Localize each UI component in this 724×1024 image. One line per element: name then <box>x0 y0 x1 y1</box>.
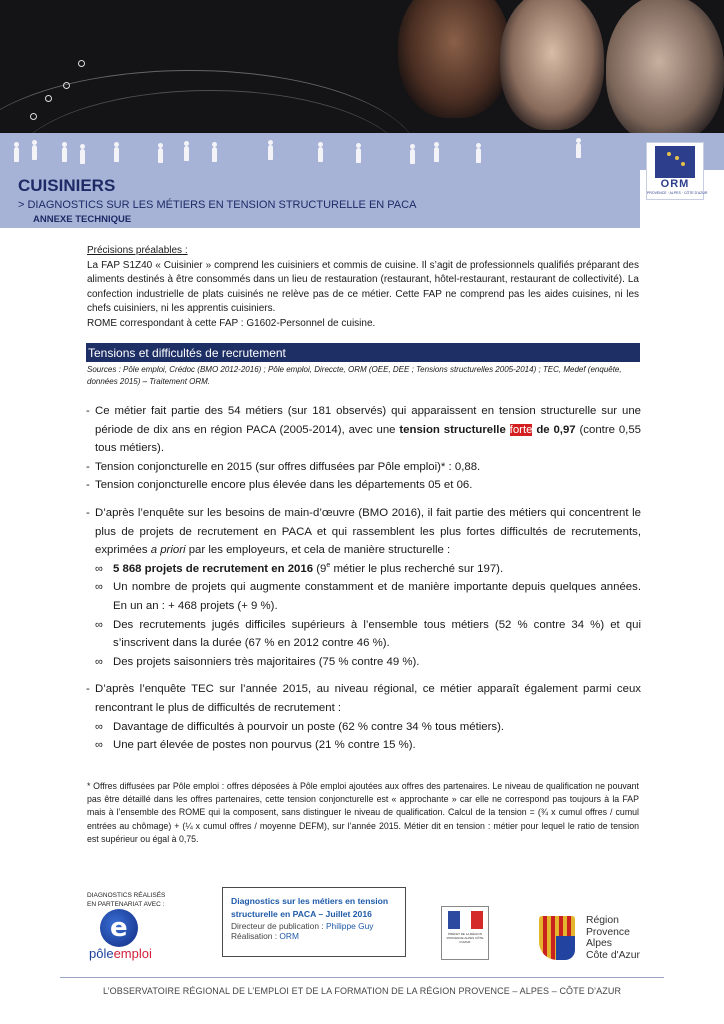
sub-list-item: ∞ Des recrutements jugés difficiles supérieurs à l’ensemble tous métiers (52 % contre 34 %) et qui s’inscrivent dans la durée (67 % en 2012 contre 46 %). <box>86 616 641 653</box>
sub-list-item: ∞ Un nombre de projets qui augmente constamment et de manière importante depuis quelques années. En un an : + 468 projets (+ 9 %). <box>86 578 641 615</box>
page-subtitle: > DIAGNOSTICS SUR LES MÉTIERS EN TENSION STRUCTURELLE EN PACA <box>18 199 417 211</box>
sub-list-item: ∞ Davantage de difficultés à pourvoir un poste (62 % contre 34 % tous métiers). <box>86 718 641 737</box>
region-coat-of-arms-icon <box>556 936 575 960</box>
person-silhouette-icon <box>356 148 361 163</box>
list-item: - Tension conjoncturelle encore plus élevée dans les départements 05 et 06. <box>86 476 641 495</box>
header-band <box>0 133 724 170</box>
sparkle-icon <box>78 60 85 67</box>
publication-title: Diagnostics sur les métiers en tension structurelle en PACA – Juillet 2016 <box>231 896 389 919</box>
person-silhouette-icon <box>212 147 217 162</box>
annex-label: ANNEXE TECHNIQUE <box>33 214 132 225</box>
person-silhouette-icon <box>318 147 323 162</box>
person-silhouette-icon <box>14 147 19 162</box>
sparkle-icon <box>45 95 52 102</box>
sparkle-icon <box>30 113 37 120</box>
publication-director: Directeur de publication : Philippe Guy <box>231 921 374 931</box>
highlight-badge: forte <box>509 423 533 436</box>
list-item: - D’après l’enquête TEC sur l’année 2015, au niveau régional, ce métier apparaît également parmi ceux rencontrant le plus de difficultés de recrutement : <box>86 680 641 717</box>
rome-line: ROME correspondant à cette FAP : G1602-Personnel de cuisine. <box>87 317 376 329</box>
person-silhouette-icon <box>576 143 581 158</box>
pole-emploi-logo-text: pôleemploi <box>89 946 152 961</box>
footnote: * Offres diffusées par Pôle emploi : offres déposées à Pôle emploi ajoutées aux offres des partenaires. Le niveau de qualification ne pouvant pas être détaillé dans les offres partenaires, cette tension conjoncturelle est « approchante » car elle ne correspond pas toujours à la FAP mais à l’ensemble des ROME qui la composent, sans distinguer le niveau de qualification. Calcul de la tension = (¾ x cumul offres / cumul entrées au chômage) + (¼ x cumul offres / moyenne DEFM), sur l’année 2015. Métier dit en tension : métier pour lequel le ratio de tension est supérieur ou égal à 0,75. <box>87 781 639 844</box>
person-silhouette-icon <box>114 147 119 162</box>
sub-list-item: ∞ Des projets saisonniers très majoritaires (75 % contre 49 %). <box>86 653 641 672</box>
findings-list <box>86 402 641 755</box>
list-item: - D’après l’enquête sur les besoins de main-d’œuvre (BMO 2016), il fait partie des métiers qui concentrent le plus de projets de recrutement en PACA et qui rassemblent les plus fortes difficultés de recrutements, exprimées a priori par les employeurs, et cela de manière structurelle : <box>86 504 641 560</box>
publication-box <box>222 887 406 957</box>
orm-logo-subtext: PROVENCE · ALPES · CÔTE D'AZUR <box>647 191 708 195</box>
orm-logo-mark <box>655 146 695 178</box>
list-item: - Tension conjoncturelle en 2015 (sur offres diffusées par Pôle emploi)* : 0,88. <box>86 458 641 477</box>
publication-realisation: Réalisation : ORM <box>231 931 299 941</box>
footer-divider <box>60 977 664 978</box>
sources-note: Sources : Pôle emploi, Crédoc (BMO 2012-2016) ; Pôle emploi, Direccte, ORM (OEE, DEE ; Tensions structurelles 2005-2014) ; TEC, Medef (enquête, données 2015) – Traitement ORM. <box>87 365 622 386</box>
pole-emploi-logo-letter: e <box>110 913 128 943</box>
person-silhouette-icon <box>184 146 189 161</box>
sparkle-icon <box>63 82 70 89</box>
prefecture-logo-text: PRÉFET DE LA RÉGION PROVENCE-ALPES CÔTE D'AZUR <box>446 932 484 944</box>
sub-list-item: ∞ Une part élevée de postes non pourvus (21 % contre 15 %). <box>86 736 641 755</box>
list-item: - Ce métier fait partie des 54 métiers (sur 181 observés) qui apparaissent en tension structurelle sur une période de dix ans en région PACA (2005-2014), avec une tension structurelle forte de 0,97 (contre 0,55 tous métiers). <box>86 402 641 458</box>
region-logo-text: Région Provence Alpes Côte d'Azur <box>586 915 640 961</box>
preliminary-title: Précisions préalables : <box>87 245 188 256</box>
orm-logo <box>646 142 708 200</box>
person-silhouette-icon <box>434 147 439 162</box>
person-silhouette-icon <box>62 147 67 162</box>
preliminary-notes <box>87 244 639 332</box>
partners-label: DIAGNOSTICS RÉALISÉS EN PARTENARIAT AVEC : <box>87 892 166 908</box>
page-title: CUISINIERS <box>18 176 116 195</box>
french-flag-icon <box>448 911 483 929</box>
portrait-photo <box>398 0 510 118</box>
header-banner <box>0 0 724 170</box>
person-silhouette-icon <box>80 149 85 164</box>
preliminary-text: La FAP S1Z40 « Cuisinier » comprend les cuisiniers et commis de cuisine. Il s’agit de professionnels qualifiés préparant des aliments destinés à être consommés dans un lieu de restauration (restaurant, hôtel-restaurant, restaurant de collectivité). La confection industrielle de plats cuisinés ne relève pas de ce métier. Cette FAP ne comprend pas les aides cuisines, ni les chefs cuisiniers, ni les apprentis cuisiniers. <box>87 259 639 315</box>
sub-list-item: ∞ 5 868 projets de recrutement en 2016 (9e métier le plus recherché sur 197). <box>86 560 641 579</box>
person-silhouette-icon <box>32 145 37 160</box>
section-header: Tensions et difficultés de recrutement <box>86 343 640 362</box>
portrait-photo <box>606 0 724 143</box>
person-silhouette-icon <box>410 149 415 164</box>
prefecture-logo <box>441 906 489 960</box>
orm-logo-text: ORM <box>660 178 690 190</box>
portrait-photo <box>500 0 604 130</box>
person-silhouette-icon <box>158 148 163 163</box>
page-footer: L’OBSERVATOIRE RÉGIONAL DE L’EMPLOI ET DE LA FORMATION DE LA RÉGION PROVENCE – ALPES – CÔTE D’AZUR <box>102 986 622 996</box>
person-silhouette-icon <box>476 148 481 163</box>
person-silhouette-icon <box>268 145 273 160</box>
